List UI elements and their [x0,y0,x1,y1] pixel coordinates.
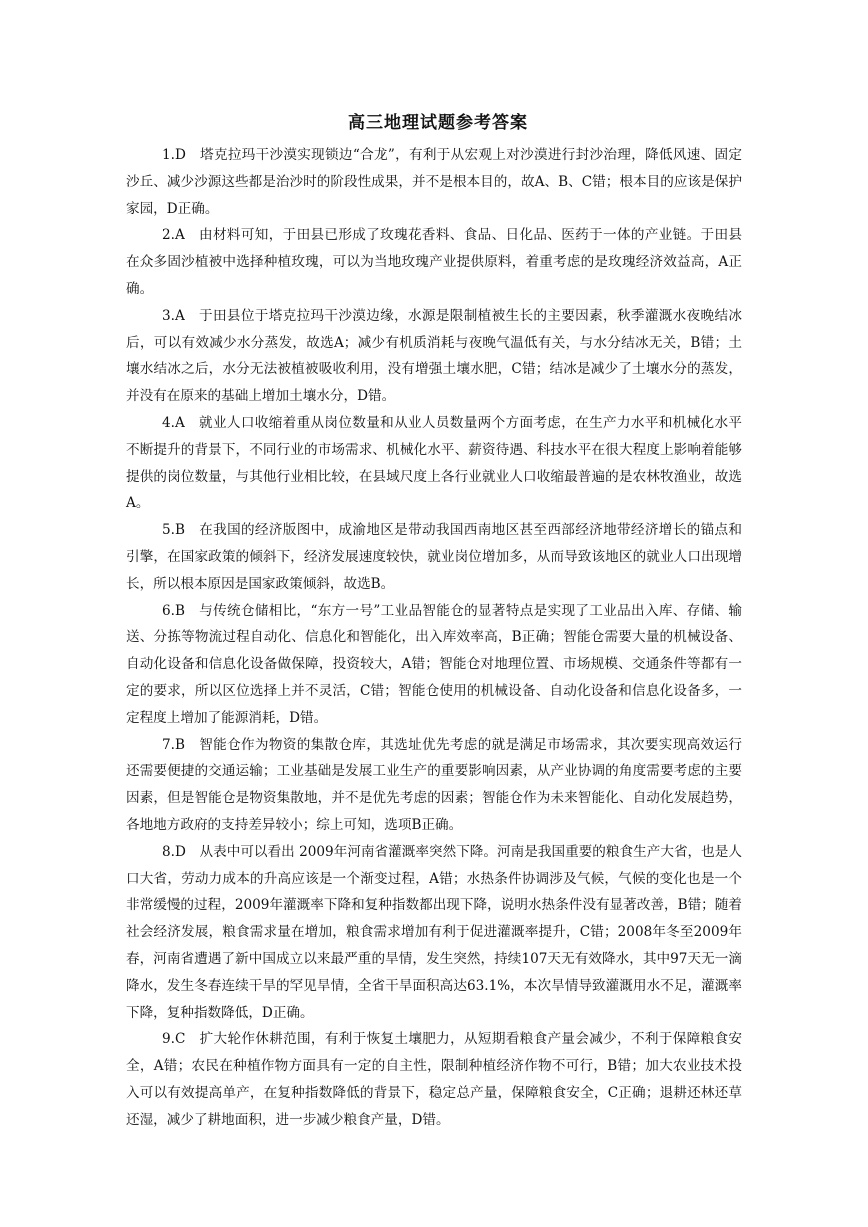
document-title: 高三地理试题参考答案 [348,113,528,133]
answer-item-6: 6.B 与传统仓储相比，“东方一号”工业品智能仓的显著特点是实现了工业品出入库、存储、输送、分拣等物流过程自动化、信息化和智能化，出入库效率高，B正确；智能仓需要大量的机械设备、自动化设备和信息化设备做保障，投资较大，A错；智能仓对地理位置、市场规模、交通条件等都有一定的要求，所以区位选择上并不灵活，C错；智能仓使用的机械设备、自动化设备和信息化设备多，一定程度上增加了能源消耗，D错。 [126,602,742,726]
answer-document [126,110,742,1133]
answer-item-2: 2.A 由材料可知，于田县已形成了玫瑰花香料、食品、日化品、医药于一体的产业链。于田县在众多固沙植被中选择种植玫瑰，可以为当地玫瑰产业提供原料，着重考虑的是玫瑰经济效益高，A正确。 [126,227,742,297]
answer-item-8: 8.D 从表中可以看出 2009年河南省灌溉率突然下降。河南是我国重要的粮食生产大省，也是人口大省，劳动力成本的升高应该是一个渐变过程，A错；水热条件协调涉及气候，气候的变化也是一个非常缓慢的过程，2009年灌溉率下降和复种指数都出现下降，说明水热条件没有显著改善，B错；随着社会经济发展，粮食需求量在增加，粮食需求增加有利于促进灌溉率提升，C错；2008年冬至2009年春，河南省遭遇了新中国成立以来最严重的旱情，发生突然，持续107天无有效降水，其中97天无一滴降水，发生冬春连续干旱的罕见旱情，全省干旱面积高达63.1%，本次旱情导致灌溉用水不足，灌溉率下降，复种指数降低，D正确。 [126,843,742,1021]
answer-item-5: 5.B 在我国的经济版图中，成渝地区是带动我国西南地区甚至西部经济地带经济增长的锚点和引擎，在国家政策的倾斜下，经济发展速度较快，就业岗位增加多，从而导致该地区的就业人口出现增长，所以根本原因是国家政策倾斜，故选B。 [126,522,742,592]
answer-item-1: 1.D 塔克拉玛干沙漠实现锁边“合龙”，有利于从宏观上对沙漠进行封沙治理，降低风速、固定沙丘、减少沙源这些都是治沙时的阶段性成果，并不是根本目的，故A、B、C错；根本目的应该是保护家园，D正确。 [126,147,742,217]
answer-item-9: 9.C 扩大轮作休耕范围，有利于恢复土壤肥力，从短期看粮食产量会减少，不利于保障粮食安全，A错；农民在种植作物方面具有一定的自主性，限制种植经济作物不可行，B错；加大农业技术投入可以有效提高单产，在复种指数降低的背景下，稳定总产量，保障粮食安全，C正确；退耕还林还草还湿，减少了耕地面积，进一步减少粮食产量，D错。 [126,1031,742,1128]
answer-item-7: 7.B 智能仓作为物资的集散仓库，其选址优先考虑的就是满足市场需求，其次要实现高效运行还需要便捷的交通运输；工业基础是发展工业生产的重要影响因素，从产业协调的角度需要考虑的主要因素，但是智能仓是物资集散地，并不是优先考虑的因素；智能仓作为未来智能化、自动化发展趋势，各地地方政府的支持差异较小；综上可知，选项B正确。 [126,736,742,833]
answer-item-3: 3.A 于田县位于塔克拉玛干沙漠边缘，水源是限制植被生长的主要因素，秋季灌溉水夜晚结冰后，可以有效减少水分蒸发，故选A；减少有机质消耗与夜晚气温低有关，与水分结冰无关，B错；土壤水结冰之后，水分无法被植被吸收利用，没有增强土壤水肥，C错；结冰是减少了土壤水分的蒸发，并没有在原来的基础上增加土壤水分，D错。 [126,307,742,405]
answer-item-4: 4.A 就业人口收缩着重从岗位数量和从业人员数量两个方面考虑，在生产力水平和机械化水平不断提升的背景下，不同行业的市场需求、机械化水平、薪资待遇、科技水平在很大程度上影响着能够提供的岗位数量，与其他行业相比较，在县域尺度上各行业就业人口收缩最普遍的是农林牧渔业，故选A。 [126,414,742,512]
